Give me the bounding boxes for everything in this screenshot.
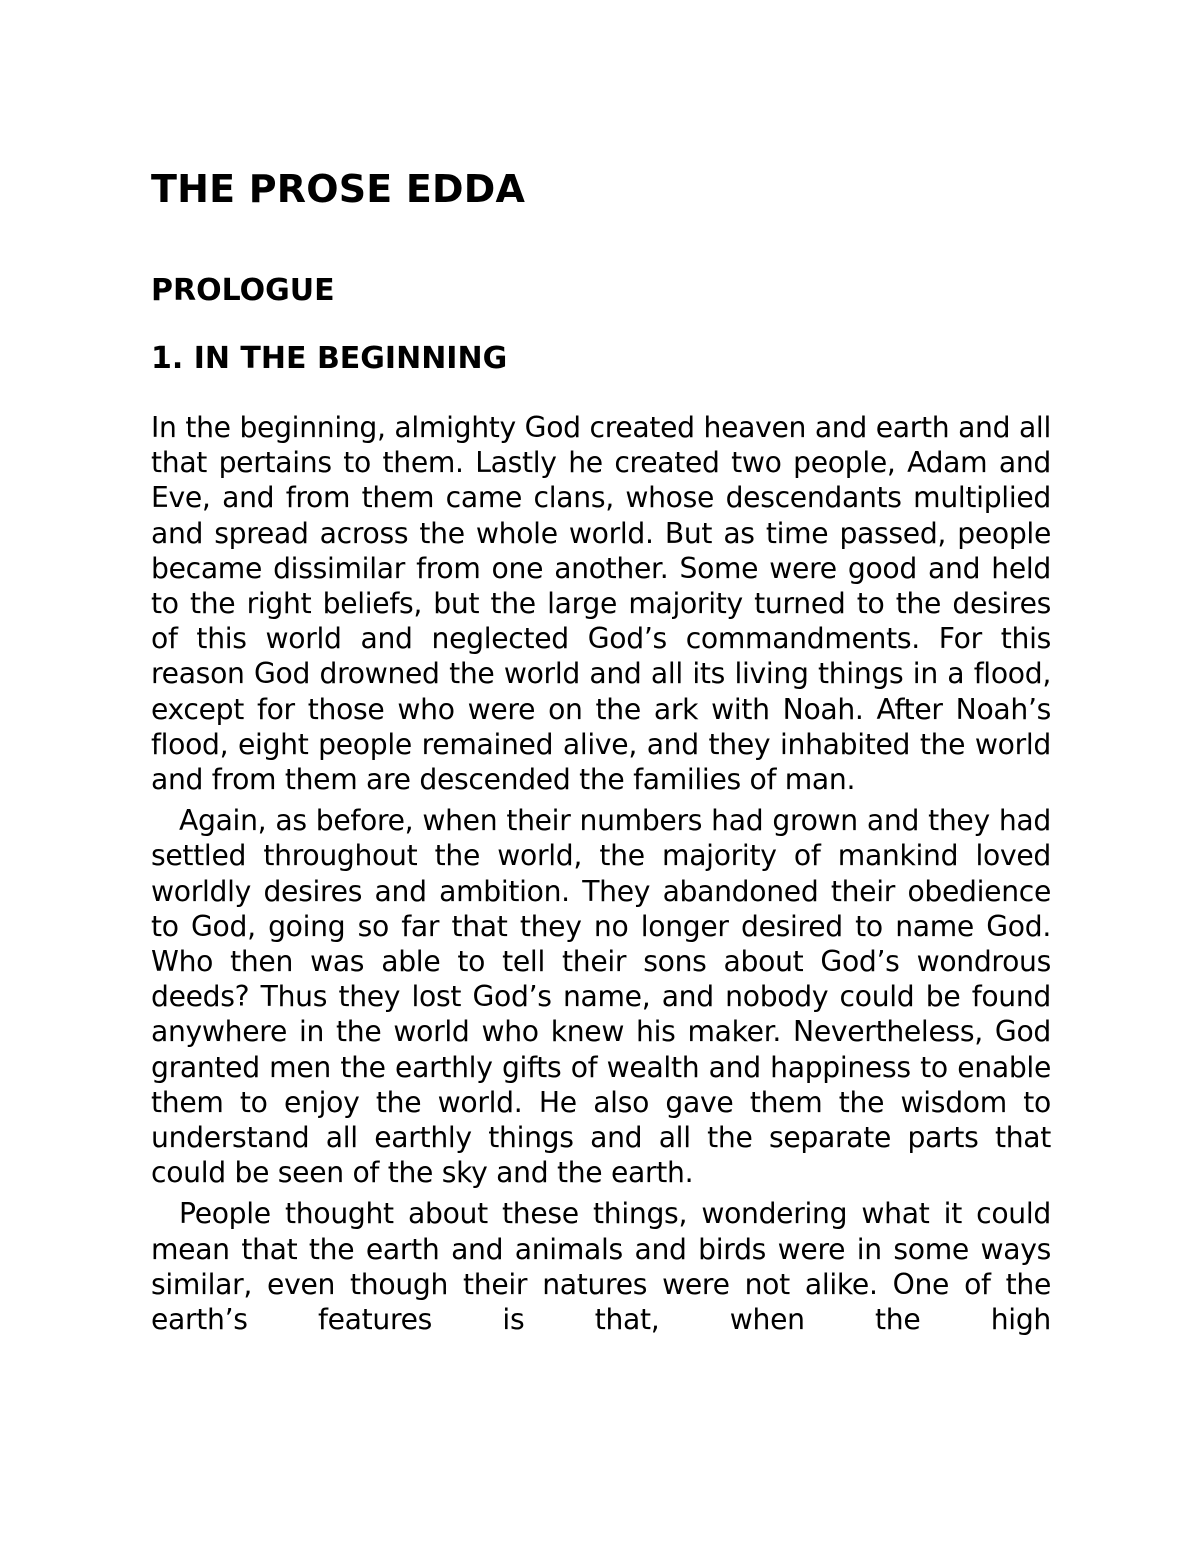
- paragraph: Again, as before, when their numbers had grown and they had settled throughout the world, the majority of mankind loved worldly desires and ambition. They abandoned their obedience to God, going so far that they no longer desired to name God. Who then was able to tell their sons about God’s wondrous deeds? Thus they lost God’s name, and nobody could be found anywhere in the world who knew his maker. Nevertheless, God granted men the earthly gifts of wealth and happiness to enable them to enjoy the world. He also gave them the wisdom to understand all earthly things and all the separate parts that could be seen of the sky and the earth.: [151, 804, 1051, 1190]
- body-text: [151, 410, 1051, 1337]
- paragraph: In the beginning, almighty God created heaven and earth and all that pertains to them. Lastly he created two people, Adam and Eve, and from them came clans, whose descendants multiplied and spread across the whole world. But as time passed, people became dissimilar from one another. Some were good and held to the right beliefs, but the large majority turned to the desires of this world and neglected God’s commandments. For this reason God drowned the world and all its living things in a flood, except for those who were on the ark with Noah. After Noah’s flood, eight people remained alive, and they inhabited the world and from them are descended the families of man.: [151, 411, 1051, 797]
- chapter-heading: 1. IN THE BEGINNING: [151, 341, 508, 376]
- section-heading: PROLOGUE: [151, 273, 335, 308]
- paragraph: People thought about these things, wondering what it could mean that the earth and animals and birds were in some ways similar, even though their natures were not alike. One of the earth’s features is that, when the high: [151, 1197, 1051, 1337]
- document-title: THE PROSE EDDA: [151, 167, 526, 211]
